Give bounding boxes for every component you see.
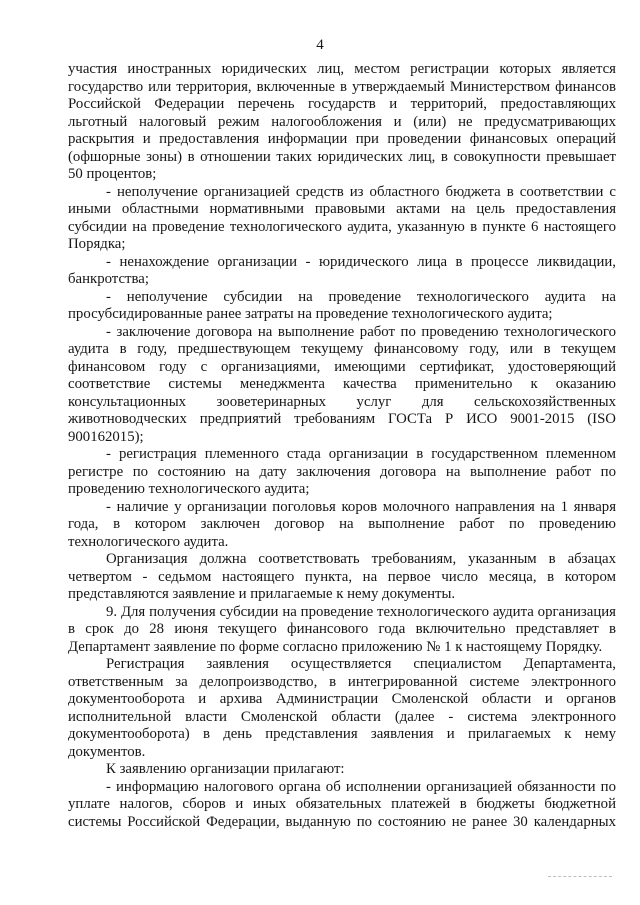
paragraph-tax-authority-info: - информацию налогового органа об исполнении организацией обязанности по уплате налогов, сборов и иных обязательных платежей в бюджеты бюджетной системы Российской Федерации, выданную по состоянию не ранее 30 календарных xyxy=(68,778,616,830)
paragraph-registration: Регистрация заявления осуществляется специалистом Департамента, ответственным за делопроизводство, в интегрированной системе электронного документооборота и архива Администрации Смоленской области и органов исполнительной власти Смоленской области (далее - система электронного документооборота) в день представления заявления и прилагаемых к нему документов. xyxy=(68,656,616,760)
paragraph-not-in-liquidation: - ненахождение организации - юридического лица в процессе ликвидации, банкротства; xyxy=(68,253,616,287)
paragraph-clause-9: 9. Для получения субсидии на проведение технологического аудита организация в срок до 28 июня текущего финансового года включительно представляет в Департамент заявление по форме согласно приложению № 1 к настоящему Порядку. xyxy=(68,603,616,655)
paragraph-attachments-intro: К заявлению организации прилагают: xyxy=(106,761,345,777)
paragraph-no-regional-budget-funds: - неполучение организацией средств из областного бюджета в соответствии с иными областными нормативными правовыми актами на цель предоставления субсидии на проведение технологического аудита, указанную в пункте 6 настоящего Порядка; xyxy=(68,183,616,252)
scan-artifact-line xyxy=(548,876,612,877)
paragraph-audit-contract: - заключение договора на выполнение работ по проведению технологического аудита в году, предшествующем текущему финансовому году, или в текущем финансовом году с организациями, имеющими сертификат, удостоверяющий соответствие системы менеджмента качества применительно к оказанию консультационных зооветеринарных услуг для сельскохозяйственных животноводческих предприятий требованиям ГОСТа Р ИСО 9001-2015 (ISO 900162015); xyxy=(68,323,616,445)
page-number: 4 xyxy=(316,37,324,53)
paragraph-dairy-herd: - наличие у организации поголовья коров молочного направления на 1 января года, в котором заключен договор на выполнение работ по проведению технологического аудита. xyxy=(68,498,616,550)
paragraph-compliance-date: Организация должна соответствовать требованиям, указанным в абзацах четвертом - седьмом настоящего пункта, на первое число месяца, в котором представляются заявление и прилагаемые к нему документы. xyxy=(68,551,616,602)
document-body xyxy=(68,61,616,831)
paragraph-breeding-registry: - регистрация племенного стада организации в государственном племенном регистре по состоянию на дату заключения договора на выполнение работ по проведению технологического аудита; xyxy=(68,446,616,497)
paragraph-offshore-participation: участия иностранных юридических лиц, местом регистрации которых является государство или территория, включенные в утверждаемый Министерством финансов Российской Федерации перечень государств и территорий, предоставляющих льготный налоговый режим налогообложения и (или) не предусматривающих раскрытия и предоставления информации при проведении финансовых операций (офшорные зоны) в отношении таких юридических лиц, в совокупности превышает 50 процентов; xyxy=(68,61,616,182)
paragraph-no-prior-subsidy: - неполучение субсидии на проведение технологического аудита на просубсидированные ранее затраты на проведение технологического аудита; xyxy=(68,288,616,322)
